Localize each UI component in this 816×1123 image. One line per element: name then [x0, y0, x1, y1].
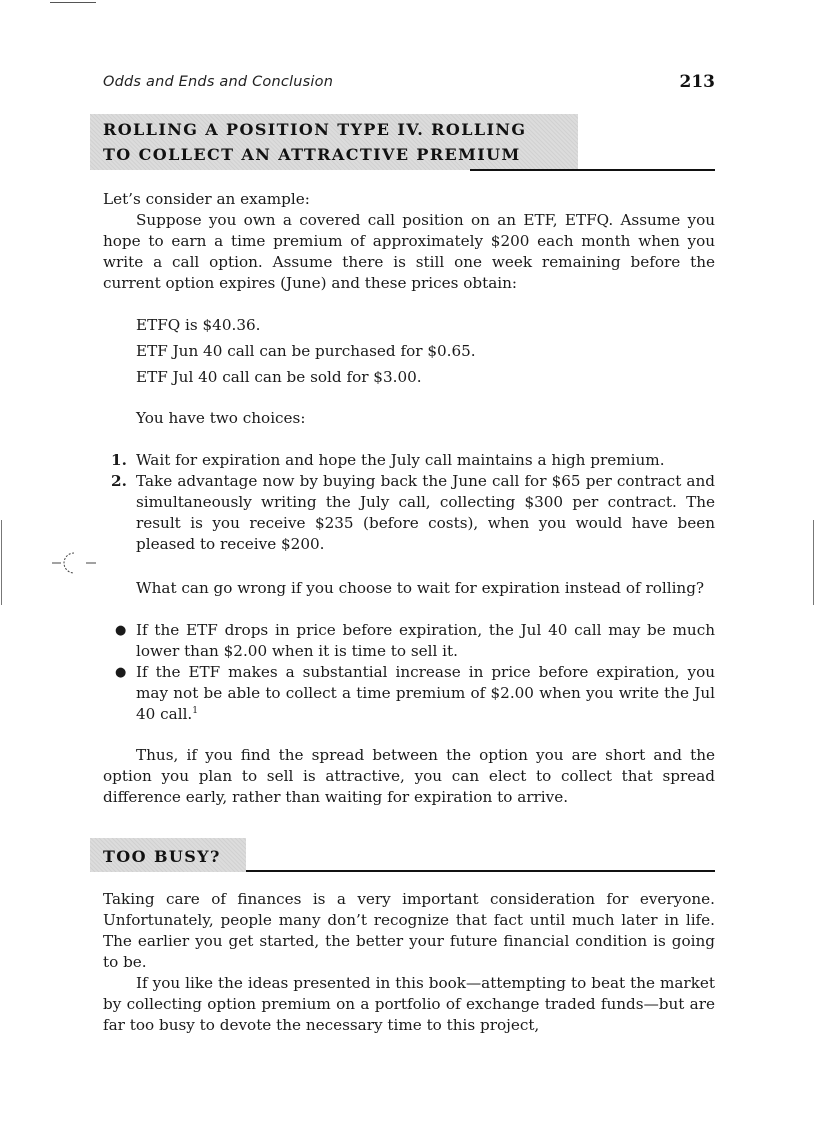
section2-body [103, 889, 715, 1036]
list-item [103, 662, 715, 725]
choices-intro: You have two choices: [136, 409, 306, 427]
heading-rule [246, 870, 715, 872]
list-number: 2. [111, 472, 127, 490]
crop-registration-mark-icon [52, 549, 96, 577]
page-number: 213 [679, 72, 715, 92]
conclusion-block [103, 745, 715, 808]
chapter-title: Odds and Ends and Conclusion [103, 74, 334, 90]
crop-mark-right [813, 520, 814, 605]
crop-mark-left [1, 520, 2, 605]
risks-list [103, 620, 715, 725]
list-item-text: If the ETF drops in price before expiration, the Jul 40 call may be much lower than $2.00 when it is time to sell it. [136, 621, 715, 660]
price-line: ETF Jul 40 call can be sold for $3.00. [136, 368, 422, 386]
section1-opening [103, 189, 715, 294]
list-item [103, 471, 715, 555]
list-number: 1. [111, 451, 127, 469]
price-line: ETFQ is $40.36. [136, 316, 261, 334]
heading-line-2: TO COLLECT AN ATTRACTIVE PREMIUM [103, 145, 521, 164]
heading-line-1: ROLLING A POSITION TYPE IV. ROLLING [103, 120, 527, 139]
list-item [103, 620, 715, 662]
intro-paragraph: Let’s consider an example: [103, 190, 310, 208]
crop-mark-top [50, 2, 96, 3]
question-line: What can go wrong if you choose to wait for expiration instead of rolling? [136, 579, 705, 597]
running-head [103, 73, 715, 93]
busy-paragraph: If you like the ideas presented in this book—attempting to beat the market by collecting option premium on a portfolio of exchange traded funds—but are far too busy to devote the necessary time to this project, [103, 974, 715, 1034]
finances-paragraph: Taking care of finances is a very important consideration for everyone. Unfortunately, people many don’t recognize that fact until much later in life. The earlier you get started, the better your future financial condition is going to be. [103, 890, 715, 971]
bullet-icon: ● [115, 665, 127, 680]
conclusion-paragraph: Thus, if you find the spread between the option you are short and the option you plan to sell is attractive, you can elect to collect that spread difference early, rather than waiting for expiration to arrive. [103, 746, 715, 806]
bullet-icon: ● [115, 623, 127, 638]
list-item-text: If the ETF makes a substantial increase in price before expiration, you may not be able to collect a time premium of $2.00 when you write the Jul 40 call. [136, 663, 715, 723]
price-line: ETF Jun 40 call can be purchased for $0.65. [136, 342, 476, 360]
heading-line-1: TOO BUSY? [103, 847, 221, 866]
list-item-text: Wait for expiration and hope the July call maintains a high premium. [136, 451, 665, 469]
footnote-reference: 1 [192, 705, 198, 716]
choices-list [103, 450, 715, 555]
list-item-text: Take advantage now by buying back the June call for $65 per contract and simultaneously writing the July call, collecting $300 per contract. The result is you receive $235 (before costs), when you would have been pleased to receive $200. [136, 472, 715, 553]
example-paragraph: Suppose you own a covered call position on an ETF, ETFQ. Assume you hope to earn a time premium of approximately $200 each month when you write a call option. Assume there is still one week remaining before the current option expires (June) and these prices obtain: [103, 211, 715, 292]
list-item [103, 450, 715, 471]
heading-rule [470, 169, 715, 171]
